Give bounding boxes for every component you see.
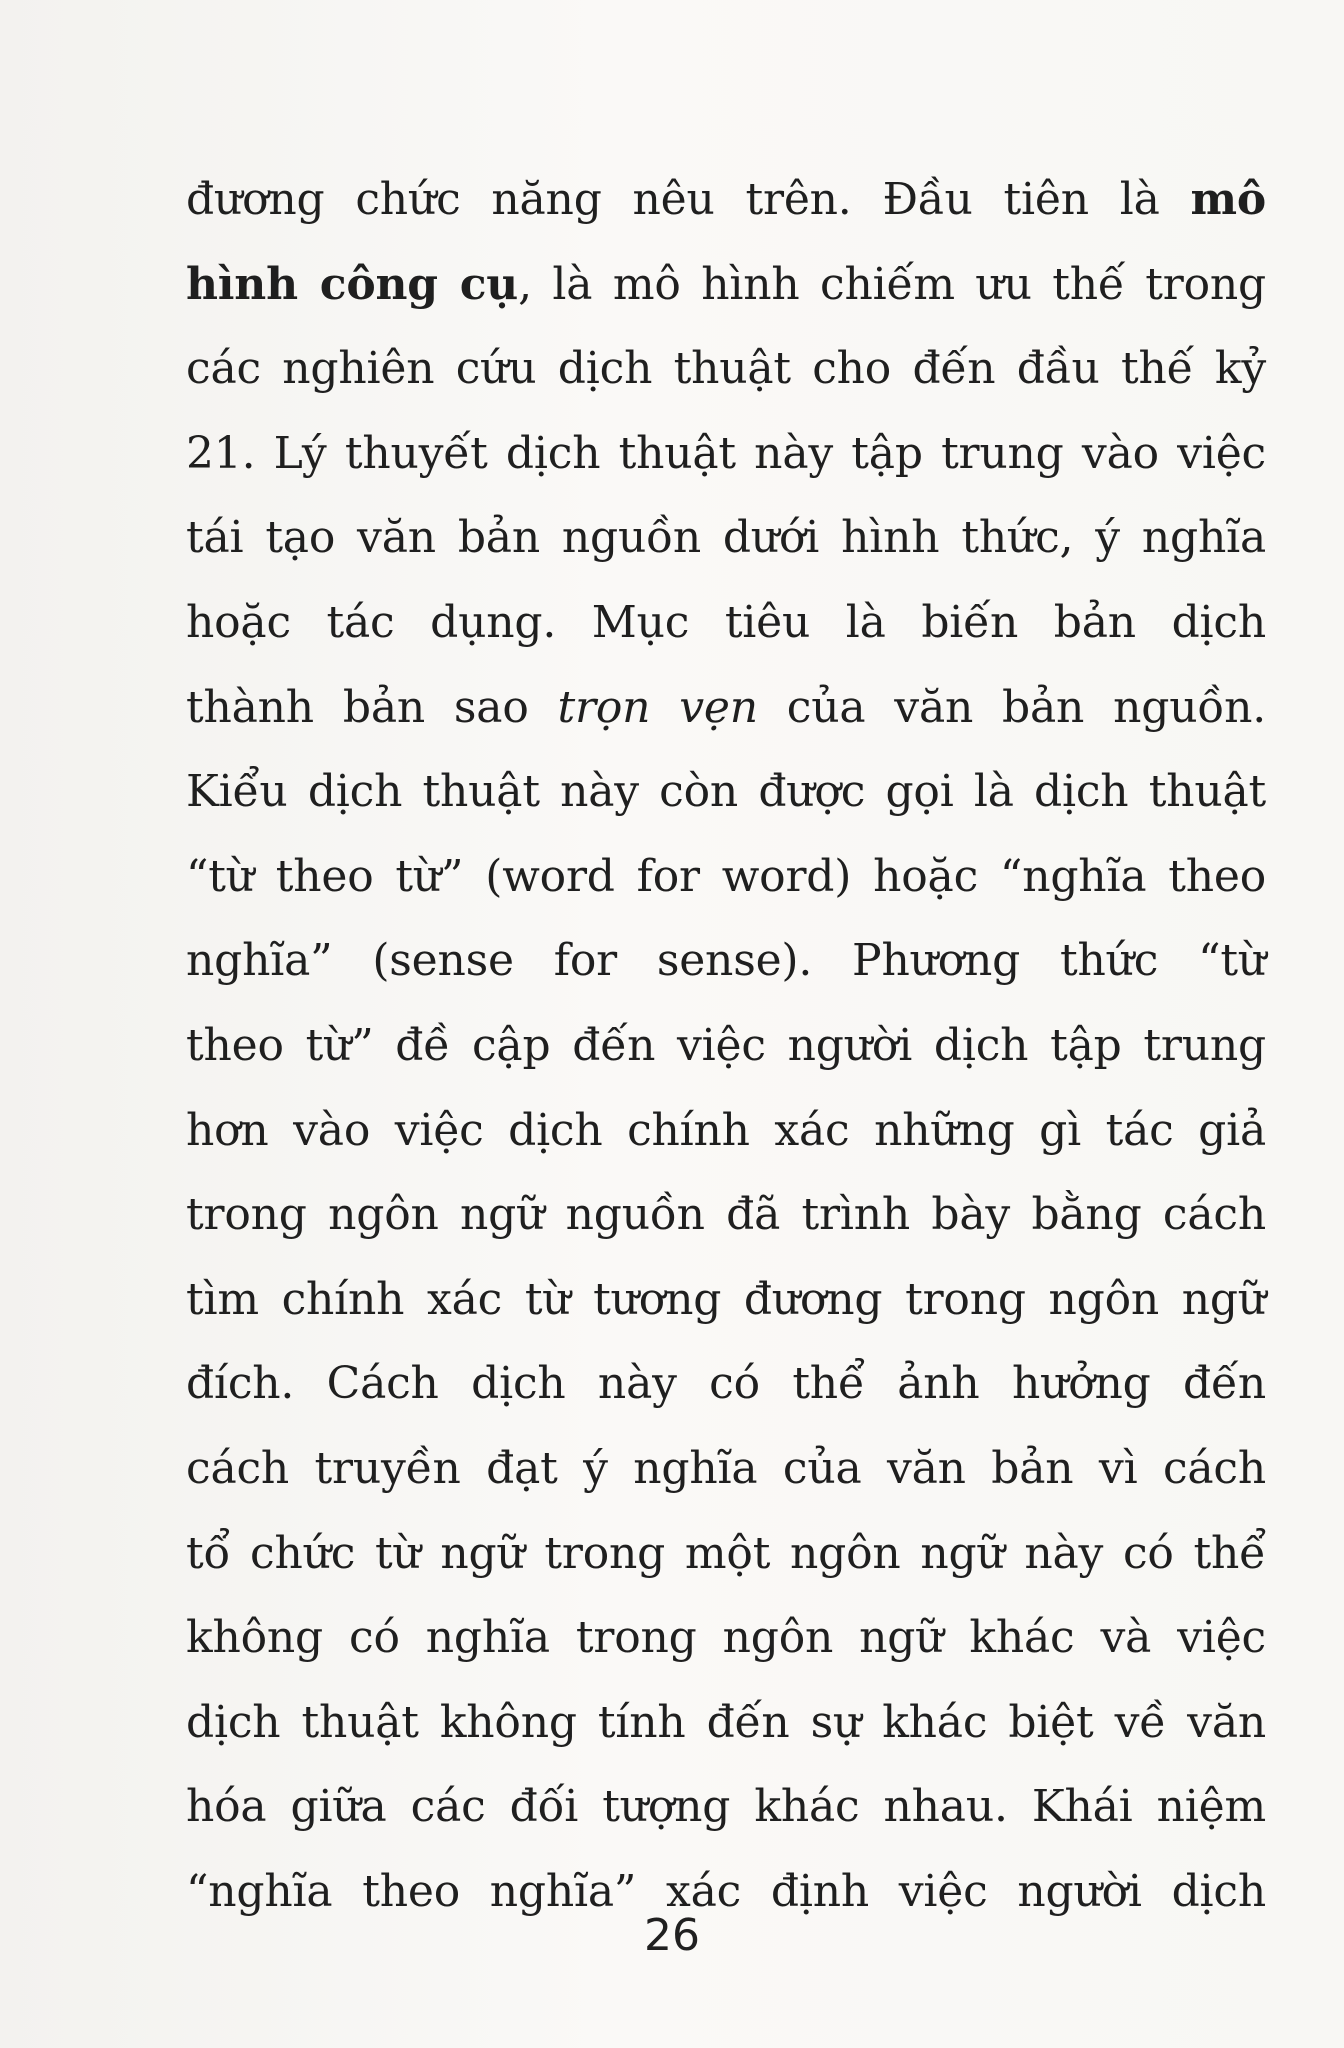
text-line: [186, 1004, 1266, 1089]
text-segment: trong ngôn ngữ nguồn đã trình bày bằng cách: [186, 1189, 1266, 1241]
text-segment: tìm chính xác từ tương đương trong ngôn ngữ: [186, 1273, 1266, 1325]
text-segment: không có nghĩa trong ngôn ngữ khác và việc: [186, 1612, 1266, 1664]
text-line: [186, 1765, 1266, 1850]
text-segment: đương chức năng nêu trên. Đầu tiên là: [186, 174, 1191, 225]
text-line: [186, 1427, 1266, 1512]
text-line: [186, 1342, 1266, 1427]
text-segment: các nghiên cứu dịch thuật cho đến đầu thế kỷ: [186, 343, 1266, 395]
text-line: [186, 750, 1266, 835]
text-line: [186, 1089, 1266, 1174]
text-line: [186, 666, 1266, 751]
text-segment: cách truyền đạt ý nghĩa của văn bản vì cách: [186, 1442, 1266, 1494]
text-line: [186, 1681, 1266, 1766]
text-segment: hoặc tác dụng. Mục tiêu là biến bản dịch: [186, 596, 1266, 648]
text-line: [186, 1596, 1266, 1681]
text-segment: đích. Cách dịch này có thể ảnh hưởng đến: [186, 1358, 1266, 1410]
body-text: [186, 158, 1266, 1934]
text-segment: tổ chức từ ngữ trong một ngôn ngữ này có thể: [186, 1527, 1266, 1579]
text-line: [186, 1173, 1266, 1258]
text-segment: thành bản sao: [186, 681, 558, 733]
text-segment: nghĩa” (sense for sense). Phương thức “từ: [186, 935, 1266, 987]
text-line: [186, 581, 1266, 666]
text-line: [186, 158, 1266, 243]
text-segment: “từ theo từ” (word for word) hoặc “nghĩa theo: [186, 850, 1266, 902]
text-segment: tái tạo văn bản nguồn dưới hình thức, ý nghĩa: [186, 512, 1266, 564]
page-number: 26: [644, 1910, 700, 1961]
bold-text: hình công cụ: [186, 258, 519, 310]
text-segment: , là mô hình chiếm ưu thế trong: [518, 258, 1266, 310]
text-line: [186, 835, 1266, 920]
bold-text: mô: [1190, 174, 1266, 225]
text-segment: “nghĩa theo nghĩa” xác định việc người dịch: [186, 1865, 1266, 1917]
text-line: [186, 327, 1266, 412]
text-line: [186, 1512, 1266, 1597]
text-segment: của văn bản nguồn.: [757, 681, 1266, 733]
text-segment: theo từ” đề cập đến việc người dịch tập trung: [186, 1019, 1266, 1071]
text-line: [186, 1258, 1266, 1343]
text-line: [186, 412, 1266, 497]
text-line: [186, 496, 1266, 581]
text-segment: hơn vào việc dịch chính xác những gì tác giả: [186, 1104, 1266, 1156]
text-segment: dịch thuật không tính đến sự khác biệt về văn: [186, 1696, 1266, 1748]
italic-text: trọn vẹn: [557, 681, 758, 733]
text-line: [186, 919, 1266, 1004]
text-segment: 21. Lý thuyết dịch thuật này tập trung vào việc: [186, 427, 1266, 479]
text-segment: hóa giữa các đối tượng khác nhau. Khái niệm: [186, 1781, 1266, 1833]
text-line: [186, 243, 1266, 328]
text-segment: Kiểu dịch thuật này còn được gọi là dịch thuật: [186, 766, 1266, 818]
